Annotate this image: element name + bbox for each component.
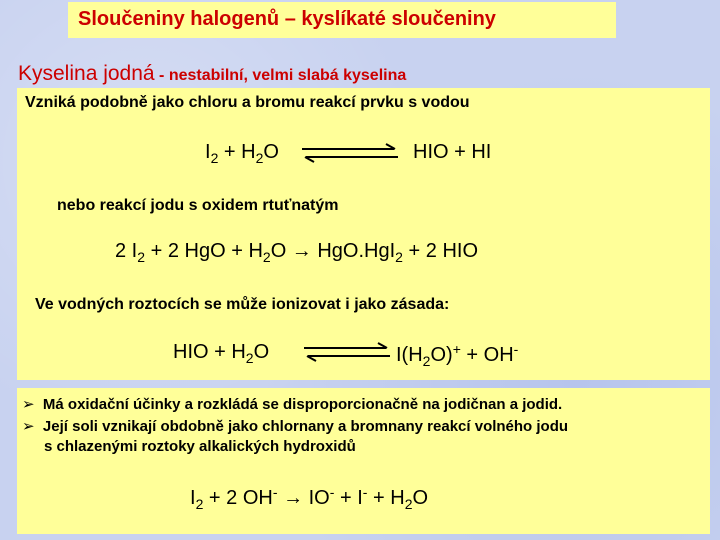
bullet-item-1: ➢ Má oxidační účinky a rozkládá se disproporcionačně na jodičnan a jodid. [22, 396, 563, 413]
title-part1: Sloučeniny halogenů [78, 8, 280, 30]
line-3: Ve vodných roztocích se může ionizovat i jako zásada: [35, 296, 450, 313]
section-heading [18, 62, 406, 86]
heading-sub: - nestabilní, velmi slabá kyselina [154, 67, 407, 84]
page-title [78, 8, 496, 31]
title-part2: kyslíkaté sloučeniny [301, 8, 496, 30]
equation-1-right: HIO + HI [413, 141, 492, 163]
line-2: nebo reakcí jodu s oxidem rtuťnatým [57, 197, 339, 214]
arrow-bullet-icon: ➢ [22, 396, 35, 413]
equation-3-right: $I(H_2O)^+ + OH^-$ [396, 341, 519, 369]
line-1: Vzniká podobně jako chloru a bromu reakcí prvku s vodou [25, 94, 470, 111]
arrow-bullet-icon: ➢ [22, 418, 35, 435]
equation-4: $I_2 + 2$ $OH^- \to IO^- + I^- + H_2O$ [190, 484, 429, 512]
bullet-item-2-cont: s chlazenými roztoky alkalických hydroxidů [44, 438, 356, 455]
equation-3-left: HIO + $H_2O$ [173, 341, 270, 366]
bullet-item-2: ➢ Její soli vznikají obdobně jako chlornany a bromnany reakcí volného jodu [22, 418, 569, 435]
equilibrium-arrow-1 [300, 143, 400, 163]
equation-1-left: $I_2 + H_2O$ [205, 141, 279, 166]
equation-2: 2 $I_2 + 2$ HgO + $H_2O \to HgO.HgI_2 + 2$ HIO [115, 240, 478, 265]
title-dash: – [279, 8, 302, 30]
heading-main: Kyselina jodná [18, 62, 155, 85]
main-box [17, 88, 710, 380]
equilibrium-arrow-2 [302, 342, 392, 362]
